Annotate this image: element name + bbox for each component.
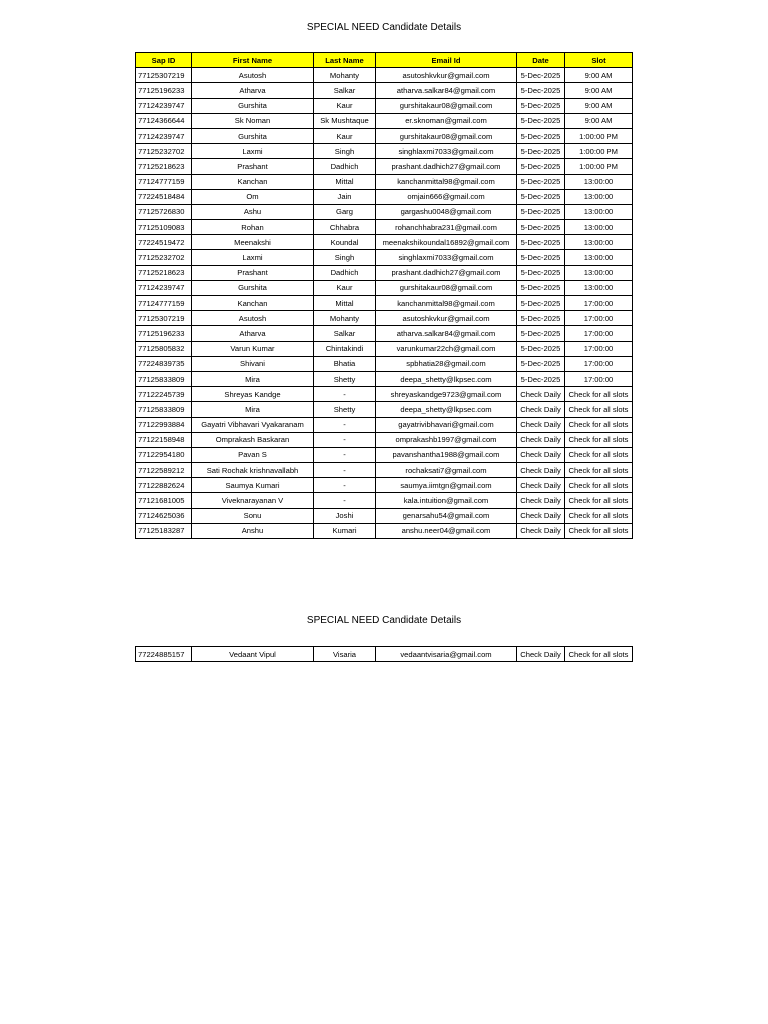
date-cell: 5-Dec-2025 <box>517 341 565 356</box>
slot-cell: 17:00:00 <box>565 311 633 326</box>
slot-cell: 17:00:00 <box>565 341 633 356</box>
last-name-cell: - <box>314 493 376 508</box>
last-name-cell: Mittal <box>314 296 376 311</box>
slot-cell: 13:00:00 <box>565 174 633 189</box>
slot-cell: Check for all slots <box>565 508 633 523</box>
first-name-cell: Ashu <box>192 204 314 219</box>
column-header-date: Date <box>517 53 565 68</box>
email-cell: gayatrivibhavari@gmail.com <box>376 417 517 432</box>
sap-id-cell: 77122158948 <box>136 432 192 447</box>
email-cell: singhlaxmi7033@gmail.com <box>376 250 517 265</box>
date-cell: 5-Dec-2025 <box>517 280 565 295</box>
slot-cell: 1:00:00 PM <box>565 144 633 159</box>
sap-id-cell: 77122954180 <box>136 447 192 462</box>
date-cell: 5-Dec-2025 <box>517 220 565 235</box>
slot-cell: Check for all slots <box>565 523 633 538</box>
email-cell: genarsahu54@gmail.com <box>376 508 517 523</box>
date-cell: 5-Dec-2025 <box>517 265 565 280</box>
date-cell: 5-Dec-2025 <box>517 174 565 189</box>
sap-id-cell: 77124625036 <box>136 508 192 523</box>
sap-id-cell: 77125218623 <box>136 265 192 280</box>
sap-id-cell: 77125726830 <box>136 204 192 219</box>
sap-id-cell: 77125833809 <box>136 371 192 386</box>
table-row <box>136 128 633 143</box>
sap-id-cell: 77124239747 <box>136 98 192 113</box>
email-cell: asutoshkvkur@gmail.com <box>376 311 517 326</box>
table-row <box>136 174 633 189</box>
table-row <box>136 189 633 204</box>
sap-id-cell: 77122882624 <box>136 478 192 493</box>
email-cell: asutoshkvkur@gmail.com <box>376 68 517 83</box>
date-cell: 5-Dec-2025 <box>517 83 565 98</box>
slot-cell: 1:00:00 PM <box>565 159 633 174</box>
email-cell: prashant.dadhich27@gmail.com <box>376 159 517 174</box>
sap-id-cell: 77122993884 <box>136 417 192 432</box>
first-name-cell: Prashant <box>192 265 314 280</box>
sap-id-cell: 77124366644 <box>136 113 192 128</box>
date-cell: Check Daily <box>517 447 565 462</box>
slot-cell: Check for all slots <box>565 463 633 478</box>
first-name-cell: Vedaant Vipul <box>192 647 314 662</box>
email-cell: omjain666@gmail.com <box>376 189 517 204</box>
sap-id-cell: 77125232702 <box>136 144 192 159</box>
table-row <box>136 402 633 417</box>
email-cell: deepa_shetty@lkpsec.com <box>376 371 517 386</box>
last-name-cell: Mohanty <box>314 311 376 326</box>
date-cell: Check Daily <box>517 402 565 417</box>
email-cell: gurshitakaur08@gmail.com <box>376 280 517 295</box>
email-cell: omprakashb1997@gmail.com <box>376 432 517 447</box>
table-row <box>136 204 633 219</box>
table-row <box>136 417 633 432</box>
sap-id-cell: 77125232702 <box>136 250 192 265</box>
slot-cell: 13:00:00 <box>565 265 633 280</box>
last-name-cell: Sk Mushtaque <box>314 113 376 128</box>
email-cell: rochaksati7@gmail.com <box>376 463 517 478</box>
date-cell: 5-Dec-2025 <box>517 98 565 113</box>
email-cell: atharva.salkar84@gmail.com <box>376 83 517 98</box>
last-name-cell: Shetty <box>314 371 376 386</box>
date-cell: 5-Dec-2025 <box>517 159 565 174</box>
first-name-cell: Sonu <box>192 508 314 523</box>
candidate-table <box>135 52 633 539</box>
first-name-cell: Mira <box>192 402 314 417</box>
date-cell: 5-Dec-2025 <box>517 296 565 311</box>
last-name-cell: Kaur <box>314 128 376 143</box>
date-cell: 5-Dec-2025 <box>517 144 565 159</box>
slot-cell: 13:00:00 <box>565 204 633 219</box>
slot-cell: 17:00:00 <box>565 296 633 311</box>
first-name-cell: Shivani <box>192 356 314 371</box>
column-header-last-name: Last Name <box>314 53 376 68</box>
email-cell: gurshitakaur08@gmail.com <box>376 128 517 143</box>
last-name-cell: - <box>314 463 376 478</box>
date-cell: 5-Dec-2025 <box>517 250 565 265</box>
date-cell: 5-Dec-2025 <box>517 189 565 204</box>
email-cell: gargashu0048@gmail.com <box>376 204 517 219</box>
table-row <box>136 113 633 128</box>
first-name-cell: Prashant <box>192 159 314 174</box>
sap-id-cell: 77122245739 <box>136 387 192 402</box>
slot-cell: 13:00:00 <box>565 280 633 295</box>
slot-cell: Check for all slots <box>565 402 633 417</box>
slot-cell: 13:00:00 <box>565 250 633 265</box>
date-cell: Check Daily <box>517 387 565 402</box>
last-name-cell: Chintakindi <box>314 341 376 356</box>
date-cell: 5-Dec-2025 <box>517 128 565 143</box>
table-row <box>136 463 633 478</box>
table-row <box>136 387 633 402</box>
last-name-cell: Kaur <box>314 280 376 295</box>
first-name-cell: Mira <box>192 371 314 386</box>
date-cell: 5-Dec-2025 <box>517 68 565 83</box>
table-row <box>136 371 633 386</box>
first-name-cell: Meenakshi <box>192 235 314 250</box>
slot-cell: 9:00 AM <box>565 68 633 83</box>
date-cell: Check Daily <box>517 508 565 523</box>
page-title: SPECIAL NEED Candidate Details <box>306 22 462 33</box>
first-name-cell: Asutosh <box>192 68 314 83</box>
slot-cell: 9:00 AM <box>565 98 633 113</box>
email-cell: meenakshikoundal16892@gmail.com <box>376 235 517 250</box>
date-cell: 5-Dec-2025 <box>517 204 565 219</box>
column-header-slot: Slot <box>565 53 633 68</box>
date-cell: Check Daily <box>517 478 565 493</box>
sap-id-cell: 77122589212 <box>136 463 192 478</box>
last-name-cell: Chhabra <box>314 220 376 235</box>
table-row <box>136 356 633 371</box>
last-name-cell: Bhatia <box>314 356 376 371</box>
first-name-cell: Pavan S <box>192 447 314 462</box>
last-name-cell: Garg <box>314 204 376 219</box>
slot-cell: 13:00:00 <box>565 220 633 235</box>
date-cell: Check Daily <box>517 523 565 538</box>
last-name-cell: Salkar <box>314 326 376 341</box>
date-cell: 5-Dec-2025 <box>517 371 565 386</box>
sap-id-cell: 77125833809 <box>136 402 192 417</box>
last-name-cell: Mittal <box>314 174 376 189</box>
sap-id-cell: 77125196233 <box>136 326 192 341</box>
sap-id-cell: 77124777159 <box>136 296 192 311</box>
last-name-cell: - <box>314 417 376 432</box>
email-cell: vedaantvisaria@gmail.com <box>376 647 517 662</box>
first-name-cell: Kanchan <box>192 174 314 189</box>
table-row <box>136 296 633 311</box>
last-name-cell: Koundal <box>314 235 376 250</box>
email-cell: pavanshantha1988@gmail.com <box>376 447 517 462</box>
first-name-cell: Kanchan <box>192 296 314 311</box>
first-name-cell: Omprakash Baskaran <box>192 432 314 447</box>
first-name-cell: Sati Rochak krishnavallabh <box>192 463 314 478</box>
table-row <box>136 478 633 493</box>
slot-cell: Check for all slots <box>565 647 633 662</box>
last-name-cell: - <box>314 387 376 402</box>
slot-cell: 9:00 AM <box>565 83 633 98</box>
sap-id-cell: 77125183287 <box>136 523 192 538</box>
email-cell: gurshitakaur08@gmail.com <box>376 98 517 113</box>
email-cell: kanchanmittal98@gmail.com <box>376 174 517 189</box>
first-name-cell: Rohan <box>192 220 314 235</box>
first-name-cell: Viveknarayanan V <box>192 493 314 508</box>
email-cell: varunkumar22ch@gmail.com <box>376 341 517 356</box>
sap-id-cell: 77224839735 <box>136 356 192 371</box>
first-name-cell: Gurshita <box>192 280 314 295</box>
table-header-row <box>136 53 633 68</box>
last-name-cell: - <box>314 432 376 447</box>
slot-cell: 17:00:00 <box>565 326 633 341</box>
last-name-cell: - <box>314 478 376 493</box>
email-cell: kanchanmittal98@gmail.com <box>376 296 517 311</box>
slot-cell: 17:00:00 <box>565 356 633 371</box>
slot-cell: 9:00 AM <box>565 113 633 128</box>
date-cell: Check Daily <box>517 417 565 432</box>
table-row <box>136 159 633 174</box>
table-row <box>136 447 633 462</box>
date-cell: Check Daily <box>517 463 565 478</box>
last-name-cell: - <box>314 447 376 462</box>
sap-id-cell: 77125307219 <box>136 68 192 83</box>
date-cell: 5-Dec-2025 <box>517 113 565 128</box>
last-name-cell: Dadhich <box>314 265 376 280</box>
last-name-cell: Dadhich <box>314 159 376 174</box>
email-cell: kala.intuition@gmail.com <box>376 493 517 508</box>
first-name-cell: Anshu <box>192 523 314 538</box>
date-cell: Check Daily <box>517 432 565 447</box>
sap-id-cell: 77124239747 <box>136 128 192 143</box>
email-cell: anshu.neer04@gmail.com <box>376 523 517 538</box>
table-row <box>136 508 633 523</box>
first-name-cell: Asutosh <box>192 311 314 326</box>
slot-cell: Check for all slots <box>565 493 633 508</box>
table-row <box>136 83 633 98</box>
email-cell: prashant.dadhich27@gmail.com <box>376 265 517 280</box>
email-cell: shreyaskandge9723@gmail.com <box>376 387 517 402</box>
first-name-cell: Laxmi <box>192 250 314 265</box>
first-name-cell: Gayatri Vibhavari Vyakaranam <box>192 417 314 432</box>
column-header-email-id: Email Id <box>376 53 517 68</box>
date-cell: 5-Dec-2025 <box>517 326 565 341</box>
sap-id-cell: 77125307219 <box>136 311 192 326</box>
sap-id-cell: 77224519472 <box>136 235 192 250</box>
first-name-cell: Saumya Kumari <box>192 478 314 493</box>
last-name-cell: Kaur <box>314 98 376 113</box>
slot-cell: 17:00:00 <box>565 371 633 386</box>
sap-id-cell: 77124239747 <box>136 280 192 295</box>
first-name-cell: Laxmi <box>192 144 314 159</box>
table-row <box>136 432 633 447</box>
slot-cell: Check for all slots <box>565 417 633 432</box>
date-cell: 5-Dec-2025 <box>517 235 565 250</box>
last-name-cell: Kumari <box>314 523 376 538</box>
first-name-cell: Varun Kumar <box>192 341 314 356</box>
table-row <box>136 250 633 265</box>
slot-cell: Check for all slots <box>565 432 633 447</box>
table-row <box>136 523 633 538</box>
table-row <box>136 280 633 295</box>
table-row <box>136 647 633 662</box>
last-name-cell: Mohanty <box>314 68 376 83</box>
slot-cell: 13:00:00 <box>565 235 633 250</box>
table-row <box>136 311 633 326</box>
email-cell: er.sknoman@gmail.com <box>376 113 517 128</box>
first-name-cell: Atharva <box>192 326 314 341</box>
first-name-cell: Shreyas Kandge <box>192 387 314 402</box>
date-cell: Check Daily <box>517 493 565 508</box>
last-name-cell: Jain <box>314 189 376 204</box>
last-name-cell: Singh <box>314 250 376 265</box>
email-cell: atharva.salkar84@gmail.com <box>376 326 517 341</box>
slot-cell: 13:00:00 <box>565 189 633 204</box>
sap-id-cell: 77125109083 <box>136 220 192 235</box>
slot-cell: Check for all slots <box>565 387 633 402</box>
first-name-cell: Sk Noman <box>192 113 314 128</box>
sap-id-cell: 77224518484 <box>136 189 192 204</box>
table-row <box>136 341 633 356</box>
table-row <box>136 144 633 159</box>
table-row <box>136 493 633 508</box>
first-name-cell: Gurshita <box>192 128 314 143</box>
email-cell: deepa_shetty@lkpsec.com <box>376 402 517 417</box>
sap-id-cell: 77121681005 <box>136 493 192 508</box>
last-name-cell: Visaria <box>314 647 376 662</box>
sap-id-cell: 77125218623 <box>136 159 192 174</box>
date-cell: 5-Dec-2025 <box>517 356 565 371</box>
email-cell: saumya.iimtgn@gmail.com <box>376 478 517 493</box>
slot-cell: Check for all slots <box>565 447 633 462</box>
sap-id-cell: 77125805832 <box>136 341 192 356</box>
table-row <box>136 265 633 280</box>
date-cell: Check Daily <box>517 647 565 662</box>
table-row <box>136 235 633 250</box>
email-cell: rohanchhabra231@gmail.com <box>376 220 517 235</box>
table-row <box>136 68 633 83</box>
first-name-cell: Gurshita <box>192 98 314 113</box>
last-name-cell: Salkar <box>314 83 376 98</box>
candidate-table-continued <box>135 646 633 662</box>
column-header-first-name: First Name <box>192 53 314 68</box>
slot-cell: Check for all slots <box>565 478 633 493</box>
last-name-cell: Shetty <box>314 402 376 417</box>
last-name-cell: Joshi <box>314 508 376 523</box>
last-name-cell: Singh <box>314 144 376 159</box>
slot-cell: 1:00:00 PM <box>565 128 633 143</box>
email-cell: spbhatia28@gmail.com <box>376 356 517 371</box>
sap-id-cell: 77224885157 <box>136 647 192 662</box>
first-name-cell: Atharva <box>192 83 314 98</box>
table-row <box>136 98 633 113</box>
date-cell: 5-Dec-2025 <box>517 311 565 326</box>
table-row <box>136 326 633 341</box>
sap-id-cell: 77125196233 <box>136 83 192 98</box>
table-row <box>136 220 633 235</box>
email-cell: singhlaxmi7033@gmail.com <box>376 144 517 159</box>
column-header-sap-id: Sap ID <box>136 53 192 68</box>
first-name-cell: Om <box>192 189 314 204</box>
sap-id-cell: 77124777159 <box>136 174 192 189</box>
second-page-title: SPECIAL NEED Candidate Details <box>306 615 462 626</box>
